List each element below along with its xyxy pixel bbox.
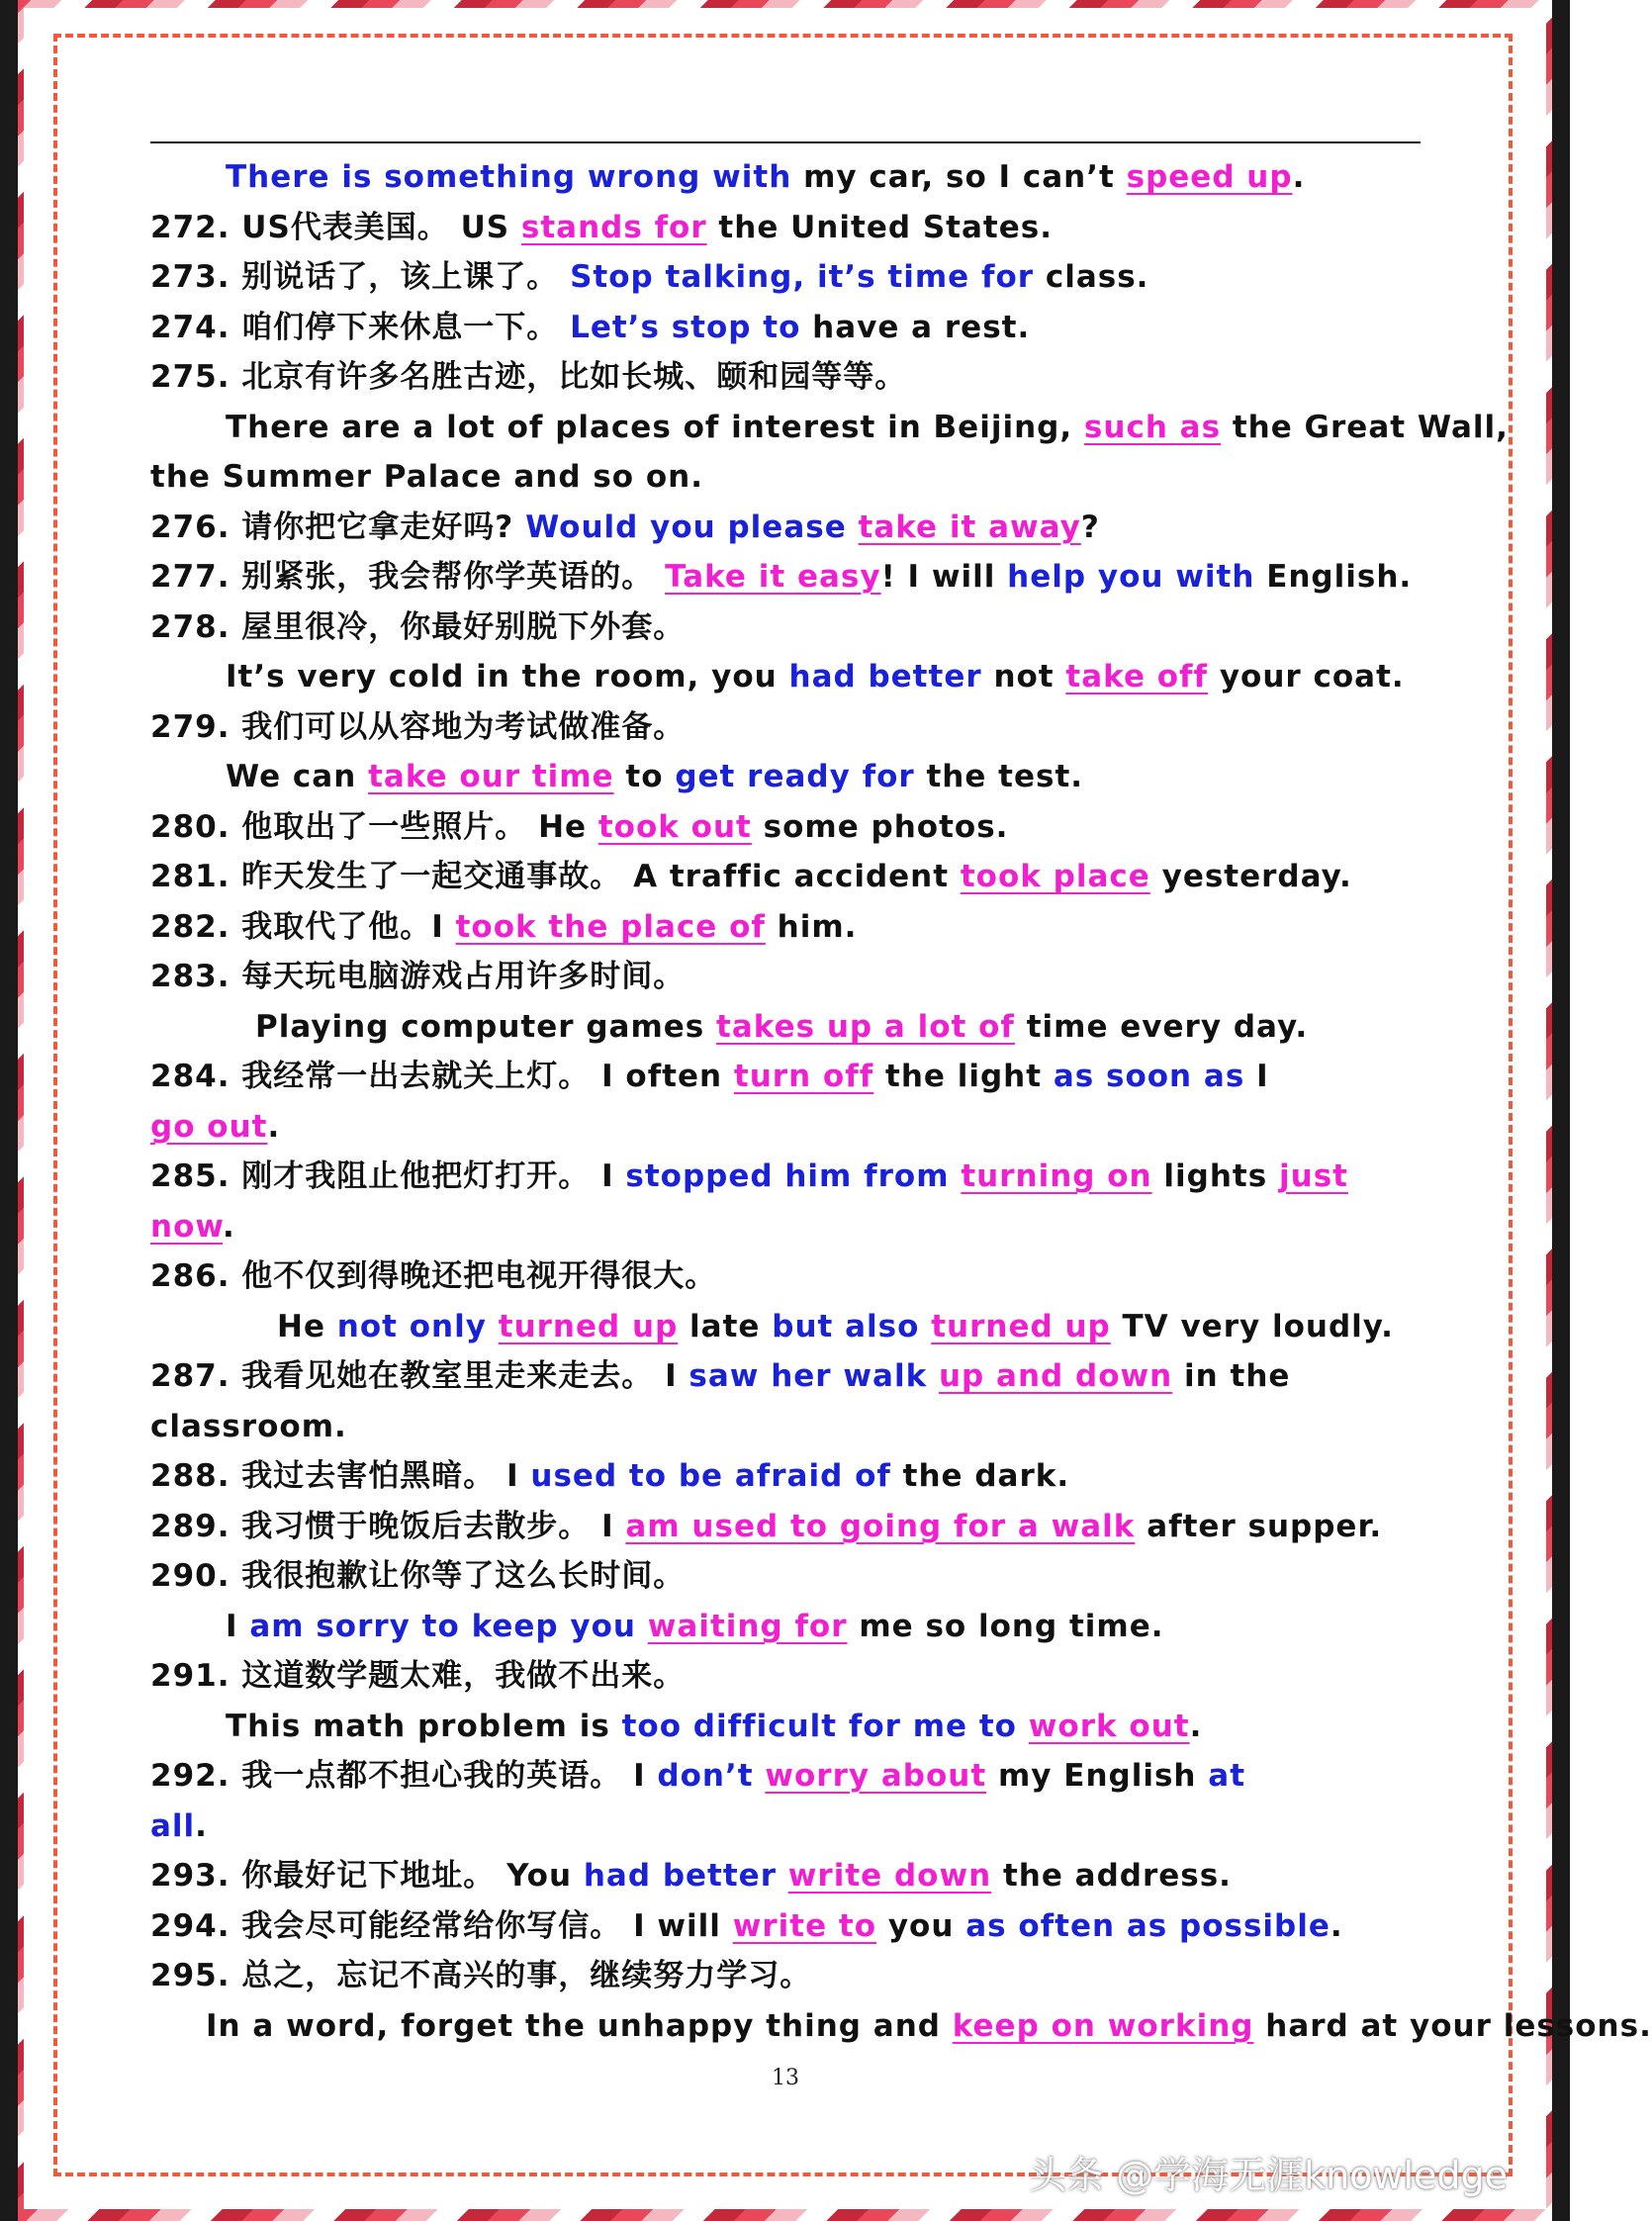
key-phrase: Stop talking, it’s time for (570, 259, 1046, 295)
highlighted-phrase: waiting for (647, 1609, 848, 1644)
text-line (150, 251, 1148, 303)
line-text: your coat. (1208, 659, 1405, 694)
highlighted-phrase: turned up (498, 1309, 679, 1344)
text-line (150, 701, 685, 753)
page-number: 13 (772, 2066, 799, 2090)
key-phrase: but also (772, 1309, 932, 1344)
highlighted-phrase: speed up (1126, 159, 1293, 195)
line-text: late (678, 1309, 773, 1344)
highlighted-phrase: just (1279, 1158, 1348, 1194)
text-line (150, 602, 685, 653)
text-line (150, 202, 1053, 253)
key-phrase: help you with (1007, 559, 1267, 595)
key-phrase: all (150, 1808, 196, 1844)
line-text: Playing computer games (255, 1009, 717, 1045)
line-text: . (195, 1808, 208, 1844)
highlighted-phrase: keep on working (952, 2008, 1254, 2044)
line-text: to (613, 759, 676, 794)
line-text: lights (1151, 1158, 1279, 1194)
key-phrase: had better (583, 1858, 788, 1894)
line-text: my English (986, 1758, 1209, 1794)
key-phrase: Would you please (525, 509, 859, 545)
text-line (226, 402, 1509, 453)
highlighted-phrase: write down (787, 1858, 992, 1894)
text-line (226, 1601, 1164, 1652)
key-phrase: get ready for (675, 759, 927, 794)
key-phrase: used to be afraid of (530, 1458, 903, 1494)
key-phrase: am sorry to keep you (249, 1609, 648, 1644)
line-text: 278. 屋里很冷，你最好别脱下外套。 (150, 609, 686, 645)
highlighted-phrase: takes up a lot of (716, 1009, 1015, 1045)
text-line (150, 451, 703, 503)
key-phrase: too difficult for me to (621, 1709, 1029, 1744)
line-text: ? (1080, 509, 1100, 545)
text-line (150, 1350, 1290, 1402)
line-text: 286. 他不仅到得晚还把电视开得很大。 (150, 1258, 717, 1294)
line-text: . (267, 1109, 281, 1145)
highlighted-phrase: stands for (520, 210, 707, 245)
line-text: you (876, 1908, 966, 1944)
line-text: TV very loudly. (1110, 1309, 1394, 1344)
text-line (150, 851, 1352, 902)
highlighted-phrase: am used to going for a walk (625, 1509, 1136, 1544)
line-text: English. (1266, 559, 1413, 595)
line-text: 287. 我看见她在教室里走来走去。 I (150, 1358, 689, 1394)
line-text: 283. 每天玩电脑游戏占用许多时间。 (150, 959, 686, 994)
line-text: 279. 我们可以从容地为考试做准备。 (150, 709, 686, 745)
text-line (226, 751, 1083, 802)
highlighted-phrase: turn off (733, 1059, 874, 1094)
text-line (150, 1401, 347, 1452)
text-line (150, 801, 1008, 853)
line-text: 272. US代表美国。 US (150, 210, 521, 245)
text-line (226, 1701, 1202, 1752)
line-text: 280. 他取出了一些照片。 He (150, 809, 598, 845)
text-line (206, 2000, 1652, 2052)
line-text: We can (226, 759, 369, 794)
line-text: 273. 别说话了，该上课了。 (150, 259, 571, 295)
line-text: the Great Wall, (1221, 410, 1509, 445)
line-text: 293. 你最好记下地址。 You (150, 1858, 584, 1894)
highlighted-phrase: took place (960, 859, 1150, 894)
line-text: 277. 别紧张，我会帮你学英语的。 (150, 559, 666, 595)
key-phrase: at (1208, 1758, 1246, 1794)
line-text: I (226, 1609, 250, 1644)
text-line (150, 1101, 280, 1153)
line-text: This math problem is (226, 1709, 622, 1744)
line-text: 290. 我很抱歉让你等了这么长时间。 (150, 1558, 686, 1594)
text-line (150, 951, 685, 1002)
text-line (150, 1450, 1069, 1502)
highlighted-phrase: worry about (765, 1758, 987, 1794)
text-line (150, 1801, 208, 1852)
key-phrase: had better (788, 659, 994, 694)
highlighted-phrase: work out (1028, 1709, 1190, 1744)
highlighted-phrase: such as (1083, 410, 1222, 445)
line-text: 281. 昨天发生了一起交通事故。 A traffic accident (150, 859, 961, 894)
watermark: 头条 @学海无涯knowledge (1029, 2154, 1509, 2197)
line-text: 292. 我一点都不担心我的英语。 I (150, 1758, 658, 1794)
line-text: 276. 请你把它拿走好吗? (150, 509, 526, 545)
highlighted-phrase: go out (150, 1109, 268, 1145)
line-text: . (223, 1209, 235, 1245)
text-line (150, 1201, 235, 1252)
highlighted-phrase: turned up (931, 1309, 1111, 1344)
line-text: the test. (926, 759, 1084, 794)
text-line (150, 302, 1030, 353)
line-text: 284. 我经常一出去就关上灯。 I often (150, 1059, 734, 1094)
line-text: my car, so I can’t (803, 159, 1127, 195)
key-phrase: don’t (657, 1758, 766, 1794)
text-line (150, 1950, 811, 2001)
line-text: I (1256, 1059, 1269, 1094)
text-line (150, 1250, 716, 1302)
highlighted-phrase: turning on (961, 1158, 1152, 1194)
text-line (255, 1001, 1308, 1053)
text-line (150, 502, 1100, 553)
highlighted-phrase: took the place of (455, 909, 766, 945)
key-phrase: saw her walk (688, 1358, 939, 1394)
line-text: classroom. (150, 1409, 347, 1444)
line-text: 285. 刚才我阻止他把灯打开。 I (150, 1158, 626, 1194)
key-phrase: not only (336, 1309, 499, 1344)
highlighted-phrase: Take it easy (665, 559, 881, 595)
line-text: 294. 我会尽可能经常给你写信。 I will (150, 1908, 733, 1944)
highlighted-phrase: up and down (938, 1358, 1173, 1394)
text-line (150, 1501, 1382, 1552)
line-text: have a rest. (812, 310, 1031, 345)
line-text: in the (1172, 1358, 1291, 1394)
line-text: not (993, 659, 1066, 694)
text-line (150, 551, 1412, 602)
line-text: class. (1045, 259, 1149, 295)
key-phrase: stopped him from (625, 1158, 962, 1194)
text-line (150, 1650, 685, 1702)
line-text: after supper. (1135, 1509, 1383, 1544)
text-line (226, 151, 1305, 203)
highlighted-phrase: take off (1065, 659, 1209, 694)
line-text: He (277, 1309, 337, 1344)
line-text: 295. 总之，忘记不高兴的事，继续努力学习。 (150, 1958, 812, 1993)
line-text: It’s very cold in the room, you (226, 659, 789, 694)
line-text: time every day. (1014, 1009, 1309, 1045)
line-text: him. (765, 909, 858, 945)
key-phrase: as often as possible (965, 1908, 1331, 1944)
text-line (150, 351, 906, 403)
line-text: the dark. (902, 1458, 1070, 1494)
highlighted-phrase: take it away (858, 509, 1081, 545)
line-text: some photos. (751, 809, 1009, 845)
highlighted-phrase: took out (597, 809, 752, 845)
line-text: hard at your lessons. (1253, 2008, 1652, 2044)
text-line (277, 1301, 1394, 1352)
line-text: 288. 我过去害怕黑暗。 I (150, 1458, 531, 1494)
line-text: the address. (991, 1858, 1232, 1894)
key-phrase: as soon as (1053, 1059, 1257, 1094)
line-text: the light (873, 1059, 1054, 1094)
line-text: 275. 北京有许多名胜古迹，比如长城、颐和园等等。 (150, 359, 907, 395)
text-line (150, 1850, 1232, 1901)
text-line (150, 1900, 1343, 1952)
text-line (150, 1550, 685, 1602)
line-text: ! I will (880, 559, 1008, 595)
highlighted-phrase: take our time (368, 759, 614, 794)
highlighted-phrase: now (150, 1209, 224, 1245)
line-text: 282. 我取代了他。I (150, 909, 456, 945)
line-text: . (1330, 1908, 1343, 1944)
line-text: In a word, forget the unhappy thing and (206, 2008, 953, 2044)
text-line (150, 1051, 1269, 1102)
key-phrase: Let’s stop to (570, 310, 813, 345)
highlighted-phrase: write to (732, 1908, 877, 1944)
text-line (150, 1750, 1245, 1802)
text-line (226, 651, 1405, 702)
line-text: . (1292, 159, 1306, 195)
line-text: the Summer Palace and so on. (150, 459, 704, 495)
line-text: the United States. (706, 210, 1053, 245)
text-line (150, 1151, 1348, 1202)
line-text: . (1189, 1709, 1203, 1744)
line-text: There are a lot of places of interest in Beijing, (226, 410, 1084, 445)
line-text: 291. 这道数学题太难，我做不出来。 (150, 1658, 686, 1694)
text-line (150, 901, 857, 953)
line-text: 274. 咱们停下来休息一下。 (150, 310, 571, 345)
line-text: 289. 我习惯于晚饭后去散步。 I (150, 1509, 626, 1544)
key-phrase: There is something wrong with (226, 159, 804, 195)
line-text: yesterday. (1149, 859, 1352, 894)
line-text: me so long time. (847, 1609, 1164, 1644)
